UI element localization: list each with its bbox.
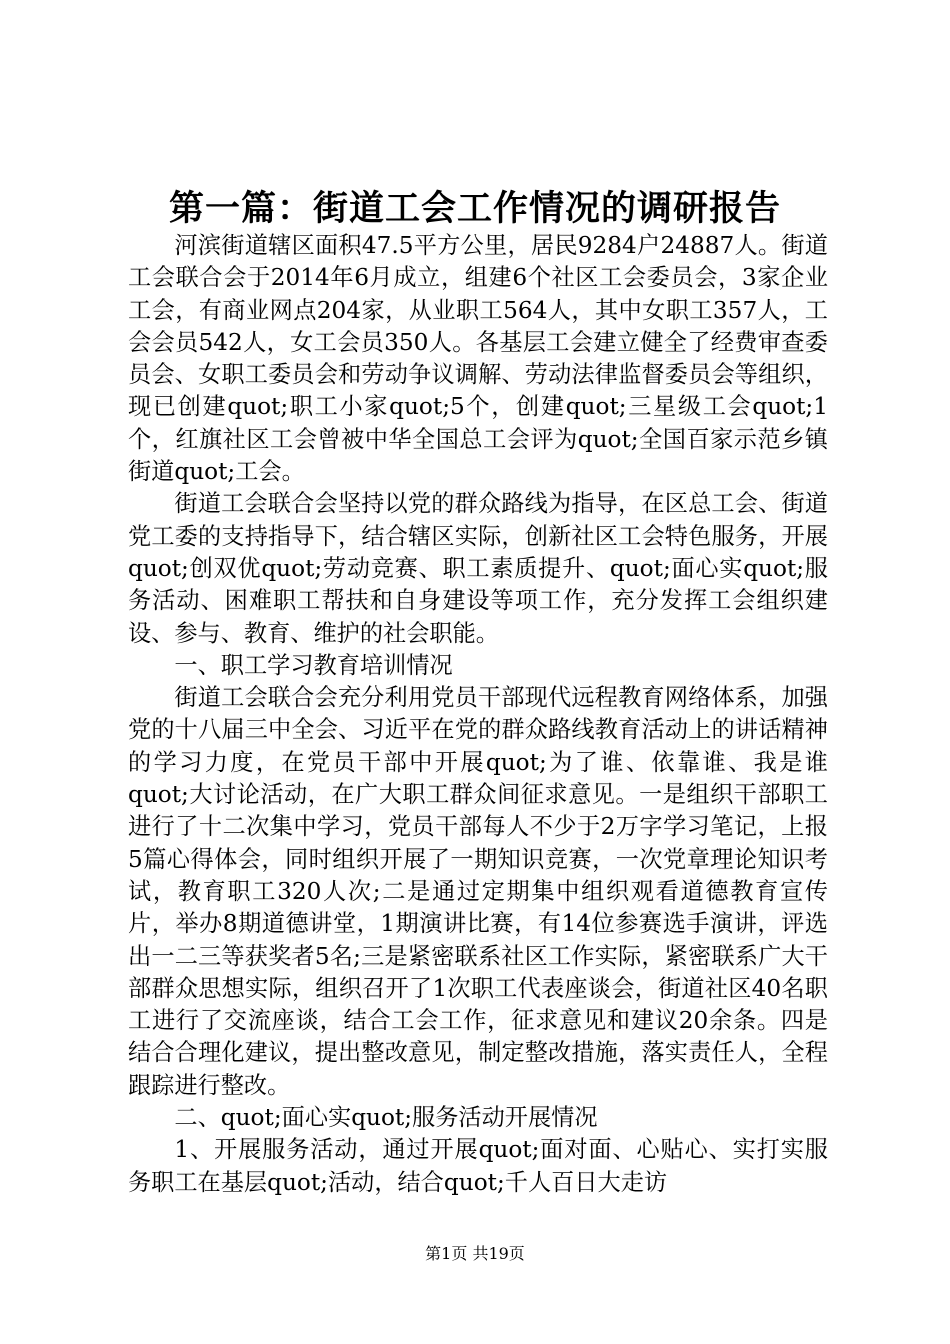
page-number: 第1页 共19页 xyxy=(425,1244,525,1263)
paragraph-overview: 河滨街道辖区面积47.5平方公里，居民9284户24887人。街道工会联合会于2014年6月成立，组建6个社区工会委员会，3家企业工会，有商业网点204家，从业职工564人，其中女职工357人，工会会员542人，女工会员350人。各基层工会建立健全了经费审查委员会、女职工委员会和劳动争议调解、劳动法律监督委员会等组织，现已创建quot;职工小家quot;5个，创建quot;三星级工会quot;1个，红旗社区工会曾被中华全国总工会评为quot;全国百家示范乡镇街道quot;工会。 xyxy=(128,232,828,486)
document-title: 第一篇：街道工会工作情况的调研报告 xyxy=(168,188,781,229)
document-body xyxy=(128,230,828,1199)
section-heading-2: 二、quot;面心实quot;服务活动开展情况 xyxy=(174,1104,598,1132)
section-heading-1: 一、职工学习教育培训情况 xyxy=(174,651,453,679)
paragraph-education: 街道工会联合会充分利用党员干部现代远程教育网络体系，加强党的十八届三中全会、习近平在党的群众路线教育活动上的讲话精神的学习力度，在党员干部中开展quot;为了谁、依靠谁、我是谁quot;大讨论活动，在广大职工群众间征求意见。一是组织干部职工进行了十二次集中学习，党员干部每人不少于2万字学习笔记，上报5篇心得体会，同时组织开展了一期知识竞赛，一次党章理论知识考试，教育职工320人次;二是通过定期集中组织观看道德教育宣传片，举办8期道德讲堂，1期演讲比赛，有14位参赛选手演讲，评选出一二三等获奖者5名;三是紧密联系社区工作实际，紧密联系广大干部群众思想实际，组织召开了1次职工代表座谈会，街道社区40名职工进行了交流座谈，结合工会工作，征求意见和建议20余条。四是结合合理化建议，提出整改意见，制定整改措施，落实责任人，全程跟踪进行整改。 xyxy=(128,684,828,1099)
paragraph-service: 1、开展服务活动，通过开展quot;面对面、心贴心、实打实服务职工在基层quot;活动，结合quot;千人百日大走访 xyxy=(128,1136,828,1196)
paragraph-work-summary: 街道工会联合会坚持以党的群众路线为指导，在区总工会、街道党工委的支持指导下，结合辖区实际，创新社区工会特色服务，开展quot;创双优quot;劳动竞赛、职工素质提升、quot;面心实quot;服务活动、困难职工帮扶和自身建设等项工作，充分发挥工会组织建设、参与、教育、维护的社会职能。 xyxy=(128,490,828,647)
